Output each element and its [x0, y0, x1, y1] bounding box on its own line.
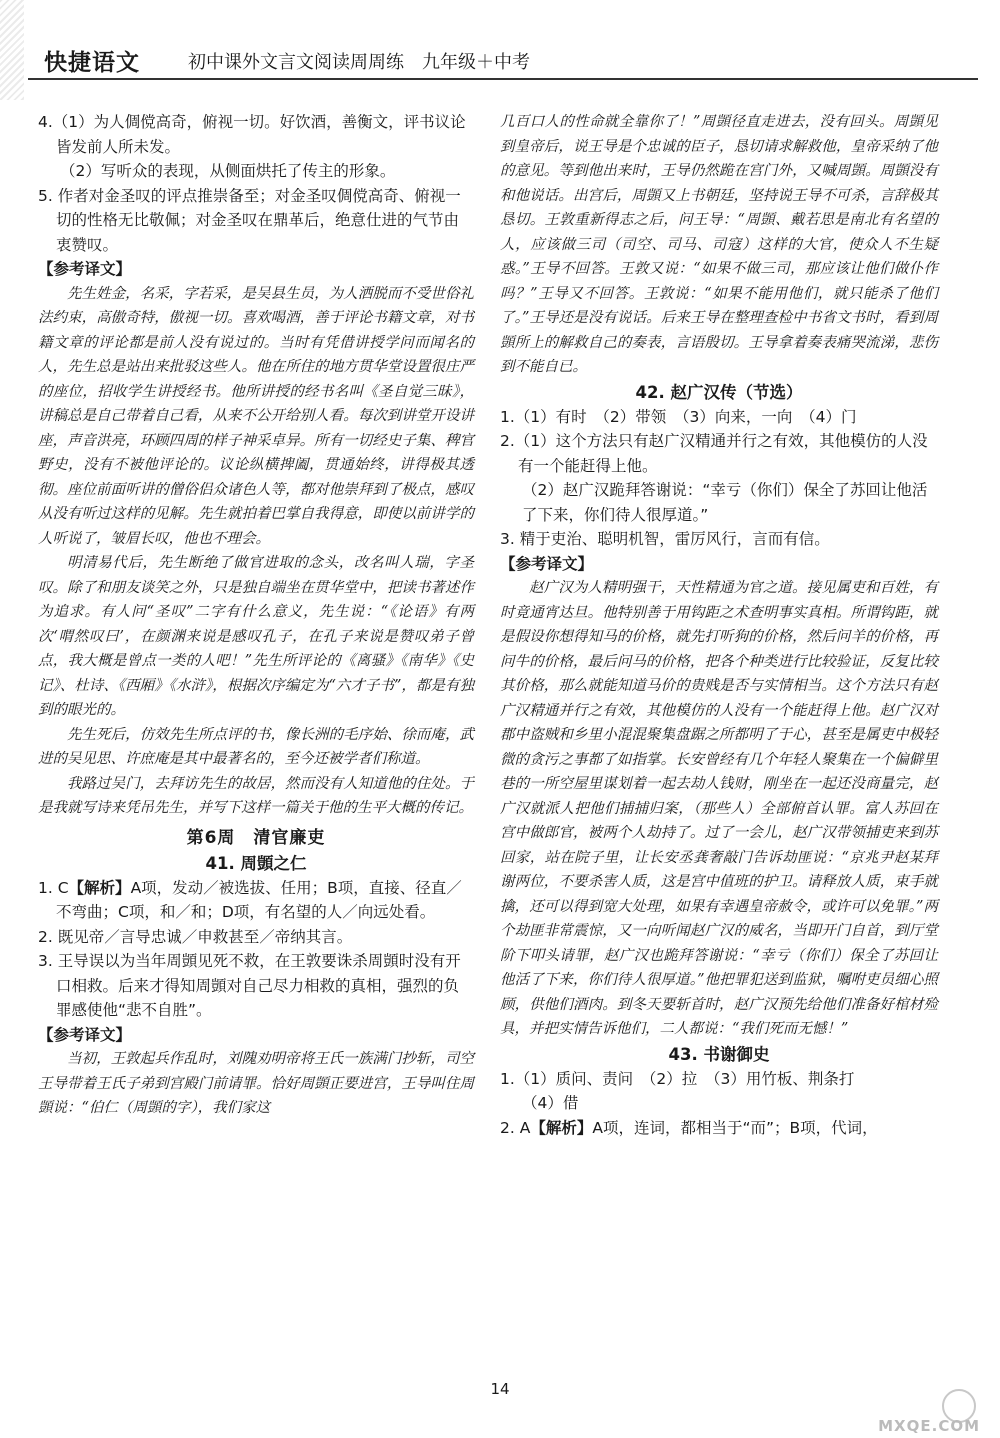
page-number: 14 [490, 1380, 510, 1398]
translation-paragraph: 先生姓金，名采，字若采，是吴县生员，为人洒脱而不受世俗礼法约束，高傲奇特，傲视一切。喜欢喝酒，善于评论书籍文章，对书籍文章的评论都是前人没有说过的。当时有凭借讲授学问而闻名的人，先生总是站出来批驳这些人。他在所住的地方贯华堂设置很庄严的座位，招收学生讲授经书。他所讲授的经书名叫《圣自觉三昧》，讲稿总是自己带着自己看，从来不公开给别人看。每次到讲堂开设讲座，声音洪亮，环顾四周的样子神采卓异。所有一切经史子集、稗官野史，没有不被他评论的。议论纵横捭阖，贯通始终，讲得极其透彻。座位前面听讲的僧俗侣众诸色人等，都对他崇拜到了极点，感叹从没有听过这样的见解。先生就拍着巴掌自我得意，即使以前讲学的人听说了，皱眉长叹，他也不理会。 [38, 285, 474, 547]
answer-text: A项，连词，都相当于“而”；B项，代词， [592, 1118, 878, 1137]
right-column [500, 110, 938, 1140]
answer-item: （2）赵广汉跪拜答谢说：“幸亏（你们）保全了苏回让他活了下来，你们待人很厚道。” [522, 481, 928, 524]
reference-translation-label: 【参考译文】 [500, 554, 594, 573]
translation-block [38, 282, 474, 821]
answer-item: 4.（1）为人倜傥高奇，俯视一切。好饮酒，善衡文，评书议论皆发前人所未发。 [38, 113, 466, 156]
answer-item: 3. 王导误以为当年周顗见死不救，在王敦要诛杀周顗时没有开口相救。后来才得知周顗对自己尽力相救的真相，强烈的负罪感使他“悲不自胜”。 [38, 952, 461, 1019]
translation-paragraph: 几百口人的性命就全靠你了！”周顗径直走进去，没有回头。周顗见到皇帝后，说王导是个忠诚的臣子，恳切请求解救他，皇帝采纳了他的意见。等到他出来时，王导仍然跪在宫门外，又喊周顗。周顗没有和他说话。出宫后，周顗又上书朝廷，坚持说王导不可杀，言辞极其恳切。王敦重新得志之后，问王导：“周顗、戴若思是南北有名望的人，应该做三司（司空、司马、司寇）这样的大官，使众人不生疑惑。”王导不回答。王敦又说：“如果不做三司，那应该让他们做仆作吗？”王导又不回答。王敦说：“如果不能用他们，就只能杀了他们了。”王导还是没有说话。后来王导在整理查检中书省文书时，看到周顗所上的解救自己的奏表，言语殷切。王导拿着奏表痛哭流涕，悲伤到不能自已。 [500, 114, 938, 375]
answer-item: （4）借 [522, 1094, 579, 1112]
translation-block [500, 576, 938, 1042]
answer-number: 2. A [500, 1118, 531, 1137]
analysis-keyword: 【解析】 [68, 878, 131, 897]
reference-translation-label: 【参考译文】 [38, 1025, 132, 1044]
translation-paragraph: 明清易代后，先生断绝了做官进取的念头，改名叫人瑞，字圣叹。除了和朋友谈笑之外，只是独自端坐在贯华堂中，把读书著述作为追求。有人问“圣叹”二字有什么意义，先生说：“《论语》有两次‘喟然叹曰’，在颜渊来说是感叹孔子，在孔子来说是赞叹弟子曾点，我大概是曾点一类的人吧！”先生所评论的《离骚》《南华》《史记》、杜诗、《西厢》《水浒》，根据次序编定为“六才子书”，都是有独到的眼光的。 [38, 555, 474, 718]
answer-item: 3. 精于吏治、聪明机智，雷厉风行，言而有信。 [500, 530, 830, 548]
translation-paragraph: 我路过吴门，去拜访先生的故居，然而没有人知道他的住处。于是我就写诗来凭吊先生，并写下这样一篇关于他的生平大概的传记。 [38, 775, 474, 816]
watermark-text: MXQE.COM [878, 1417, 980, 1435]
translation-paragraph: 先生死后，仿效先生所点评的书，像长洲的毛序始、徐而庵，武进的吴见思、许庶庵是其中最著名的，至今还被学者们称道。 [38, 726, 474, 767]
translation-paragraph: 赵广汉为人精明强干，天性精通为官之道。接见属吏和百姓，有时竟通宵达旦。他特别善于用钩距之术查明事实真相。所谓钩距，就是假设你想得知马的价格，就先打听狗的价格，然后问羊的价格，再问牛的价格，最后问马的价格，把各个种类进行比较验证，反复比较其价格，那么就能知道马价的贵贱是否与实情相当。这个方法只有赵广汉精通并行之有效，其他模仿的人没有一个能赶得上他。赵广汉对郡中盗贼和乡里小混混聚集盘踞之所都明了于心，甚至是属吏中极轻微的贪污之事都了如指掌。长安曾经有几个年轻人聚集在一个偏僻里巷的一所空屋里谋划着一起去劫人钱财，刚坐在一起还没商量完，赵广汉就派人把他们捕捕归案，（那些人）全部俯首认罪。富人苏回在宫中做郎官，被两个人劫持了。过了一会儿，赵广汉带领捕吏来到苏回家，站在院子里，让长安丞龚奢敲门告诉劫匪说：“京兆尹赵某拜谢两位，不要杀害人质，这是宫中值班的护卫。请释放人质，束手就擒，还可以得到宽大处理，如果有幸遇皇帝赦令，或许可以免罪。”两个劫匪非常震惊，又一向听闻赵广汉的威名，当即开门自首，到厅堂阶下叩头请罪，赵广汉也跪拜答谢说：“幸亏（你们）保全了苏回让他活了下来，你们待人很厚道。”他把罪犯送到监狱，嘱咐吏员细心照顾，供他们酒肉。到冬天要斩首时，赵广汉预先给他们准备好棺材殓具，并把实情告诉他们，二人都说：“我们死而无憾！” [500, 580, 938, 1037]
section-title-43: 43. 书谢御史 [668, 1044, 770, 1064]
week-title: 第6周 清官廉吏 [186, 827, 326, 848]
answer-item: 5. 作者对金圣叹的评点推崇备至；对金圣叹倜傥高奇、俯视一切的性格无比敬佩；对金圣叹在鼎革后，绝意仕进的气节由衷赞叹。 [38, 186, 461, 254]
translation-paragraph: 当初，王敦起兵作乱时，刘隗劝明帝将王氏一族满门抄斩，司空王导带着王氏子弟到宫殿门前请罪。恰好周顗正要进宫，王导叫住周顗说：“伯仁（周顗的字），我们家这 [38, 1051, 474, 1116]
translation-block [38, 1047, 474, 1121]
answer-item: （2）写听众的表现，从侧面烘托了传主的形象。 [60, 162, 396, 180]
left-column [38, 110, 474, 1121]
header-rule [28, 78, 978, 80]
translation-block [500, 110, 938, 380]
section-title-41: 41. 周顗之仁 [205, 853, 307, 873]
answer-item: 2.（1）这个方法只有赵广汉精通并行之有效，其他模仿的人没有一个能赶得上他。 [500, 432, 928, 475]
answer-item: 2. 既见帝／言导忠诚／申救甚至／帝纳其言。 [38, 927, 353, 946]
book-subtitle: 初中课外文言文阅读周周练 九年级＋中考 [188, 52, 530, 73]
page-header [28, 40, 978, 82]
reference-translation-label: 【参考译文】 [38, 260, 132, 278]
answer-item: 1.（1）质问、责问 （2）拉 （3）用竹板、荆条打 [500, 1069, 855, 1088]
answer-text: A项，发动／被选拔、任用；B项，直接、径直／不弯曲；C项，和／和；D项，有名望的人／向远处看。 [56, 878, 462, 921]
answer-item [500, 1116, 938, 1141]
answer-number: 1. C [38, 878, 69, 897]
answer-item [38, 876, 474, 925]
analysis-keyword: 【解析】 [530, 1118, 593, 1137]
book-brand: 快捷语文 [44, 50, 140, 76]
corner-decoration [0, 0, 24, 100]
section-title-42: 42. 赵广汉传（节选） [635, 382, 803, 402]
answer-item: 1.（1）有时 （2）带领 （3）向来，一向 （4）门 [500, 407, 857, 426]
site-watermark [824, 1395, 984, 1435]
